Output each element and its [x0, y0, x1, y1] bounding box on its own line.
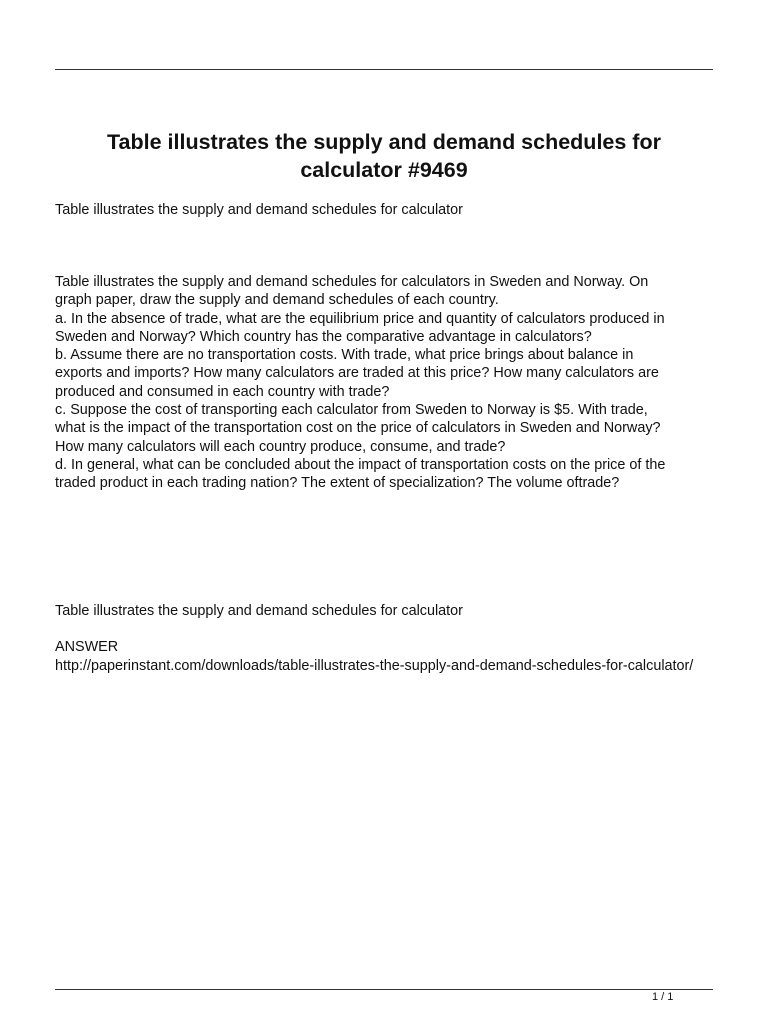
body-line: c. Suppose the cost of transporting each calculator from Sweden to Norway is $5. With trade, — [55, 402, 648, 419]
document-subtitle: Table illustrates the supply and demand schedules for calculator — [55, 202, 463, 218]
body-line: Sweden and Norway? Which country has the comparative advantage in calculators? — [55, 328, 592, 345]
repeat-subtitle: Table illustrates the supply and demand schedules for calculator — [55, 603, 463, 619]
page-number: 1 / 1 — [652, 991, 674, 1003]
body-line: Table illustrates the supply and demand schedules for calculators in Sweden and Norway. On — [55, 274, 649, 290]
body-line: b. Assume there are no transportation costs. With trade, what price brings about balance in — [55, 347, 634, 364]
question-body — [55, 273, 720, 493]
answer-link[interactable]: http://paperinstant.com/downloads/table-illustrates-the-supply-and-demand-schedules-for-calculator/ — [55, 658, 694, 674]
body-line: traded product in each trading nation? The extent of specialization? The volume oftrade? — [55, 475, 620, 492]
answer-label: ANSWER — [55, 639, 119, 655]
footer-divider — [55, 989, 713, 990]
body-line: graph paper, draw the supply and demand schedules of each country. — [55, 292, 499, 309]
body-line: How many calculators will each country produce, consume, and trade? — [55, 438, 506, 455]
body-line: what is the impact of the transportation cost on the price of calculators in Sweden and Norway? — [55, 420, 661, 437]
body-line: exports and imports? How many calculators are traded at this price? How many calculators are — [55, 365, 659, 382]
body-line: a. In the absence of trade, what are the equilibrium price and quantity of calculators produced in — [55, 310, 665, 327]
document-title: Table illustrates the supply and demand schedules for calculator #9469 — [107, 130, 661, 182]
header-divider — [55, 69, 713, 70]
body-line: produced and consumed in each country with trade? — [55, 383, 390, 400]
body-line: d. In general, what can be concluded about the impact of transportation costs on the price of the — [55, 456, 666, 473]
